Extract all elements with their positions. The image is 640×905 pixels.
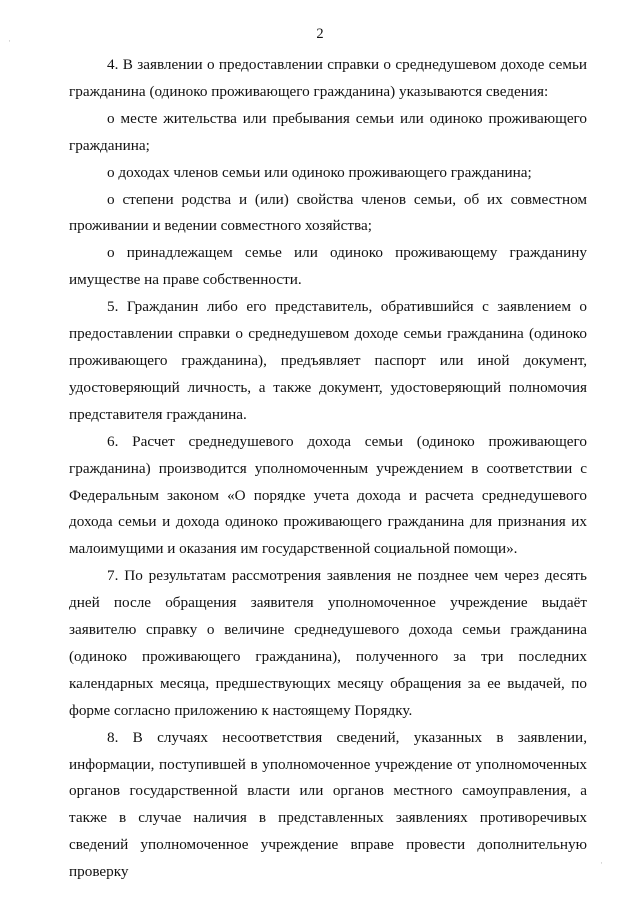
scan-speck: · (600, 858, 603, 868)
paragraph-4-item-residence: о месте жительства или пребывания семьи или одиноко проживающего гражданина; (69, 109, 587, 154)
paragraph-4: 4. В заявлении о предоставлении справки о среднедушевом доходе семьи гражданина (одиноко проживающего гражданина) указываются сведения: (69, 56, 587, 100)
document-body (69, 52, 587, 886)
scan-speck: · (8, 36, 11, 46)
paragraph-6: 6. Расчет среднедушевого дохода семьи (одиноко проживающего гражданина) производится уполномоченным учреждением в соответствии с Федеральным законом «О порядке учета дохода и расчета среднедушевого дохода семьи и дохода одиноко проживающего гражданина для признания их малоимущими и оказания им государственной социальной помощи». (69, 432, 587, 558)
paragraph-4-item-income: о доходах членов семьи или одиноко проживающего гражданина; (107, 163, 532, 181)
page-number: 2 (316, 26, 324, 42)
paragraph-5: 5. Гражданин либо его представитель, обратившийся с заявлением о предоставлении справки о среднедушевом доходе семьи гражданина (одиноко проживающего гражданина), предъявляет паспорт или иной документ, удостоверяющий личность, а также документ, удостоверяющий полномочия представителя гражданина. (69, 298, 587, 423)
paragraph-4-item-kinship: о степени родства и (или) свойства членов семьи, об их совместном проживании и ведении совместного хозяйства; (69, 190, 587, 235)
paragraph-7: 7. По результатам рассмотрения заявления не позднее чем через десять дней после обращения заявителя уполномоченное учреждение выдаёт заявителю справку о величине среднедушевого дохода семьи гражданина (одиноко проживающего гражданина), полученного за три последних календарных месяца, предшествующих месяцу обращения за ее выдачей, по форме согласно приложению к настоящему Порядку. (69, 567, 587, 719)
paragraph-8: 8. В случаях несоответствия сведений, указанных в заявлении, информации, поступившей в уполномоченное учреждение от уполномоченных органов государственной власти или органов местного самоуправления, а также в случае наличия в представленных заявлениях противоречивых сведений уполномоченное учреждение вправе провести дополнительную проверку (69, 728, 587, 881)
paragraph-4-item-property: о принадлежащем семье или одиноко проживающему гражданину имуществе на праве собственности. (69, 244, 587, 289)
